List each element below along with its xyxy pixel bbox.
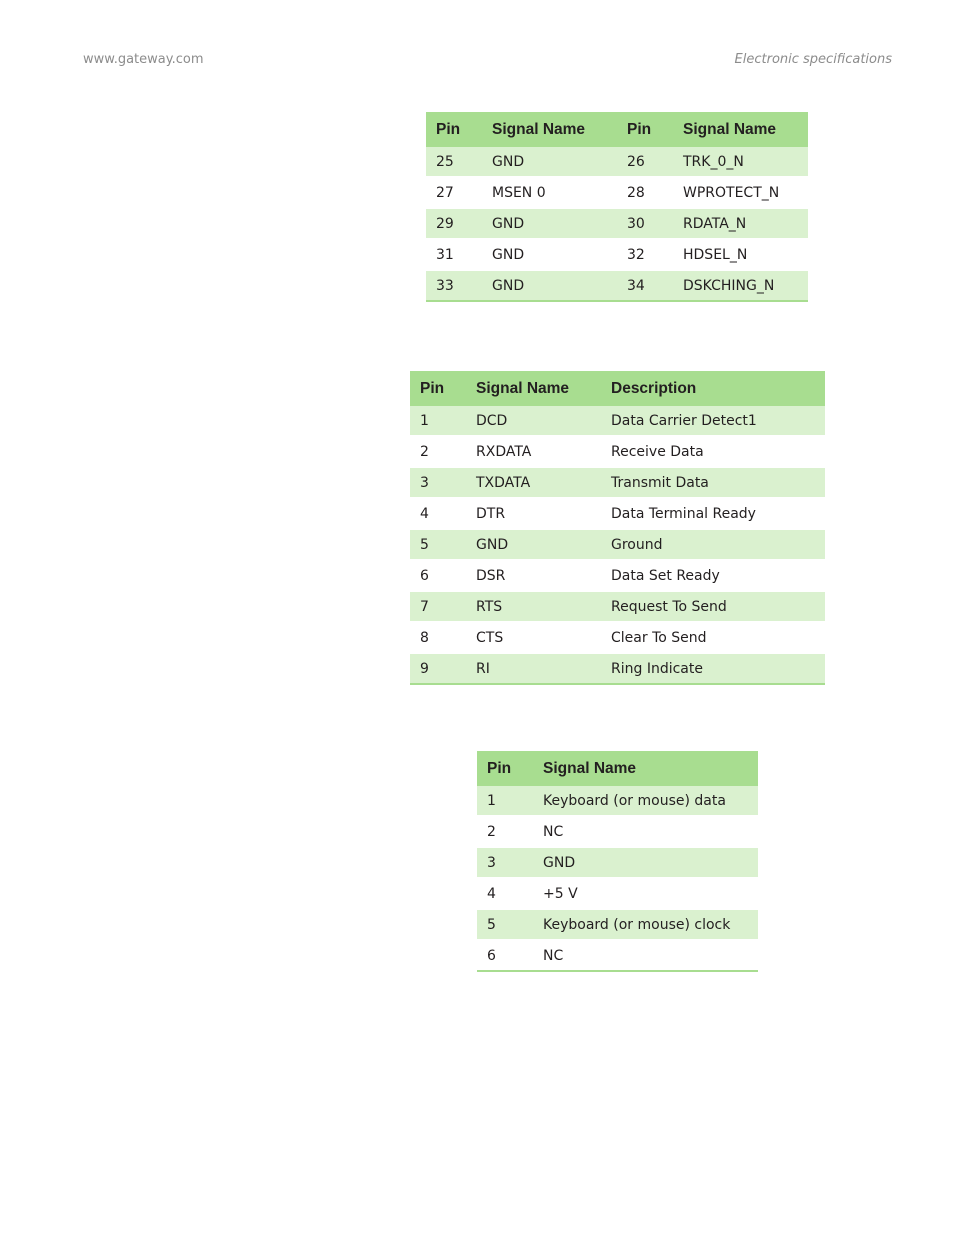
column-header-description: Description xyxy=(601,371,825,406)
table-row xyxy=(410,498,825,529)
description-cell: Receive Data xyxy=(601,436,825,467)
pin-cell: 1 xyxy=(410,406,466,436)
pin-cell: 5 xyxy=(410,529,466,560)
table-row xyxy=(477,940,758,971)
table-row xyxy=(477,816,758,847)
signal-cell: CTS xyxy=(466,622,601,653)
pin-cell: 3 xyxy=(410,467,466,498)
column-header-signal-name: Signal Name xyxy=(673,112,808,147)
table-header-row xyxy=(410,371,825,406)
description-cell: Data Terminal Ready xyxy=(601,498,825,529)
description-cell: Ground xyxy=(601,529,825,560)
signal-cell: GND xyxy=(482,270,617,301)
column-header-pin: Pin xyxy=(410,371,466,406)
column-header-signal-name: Signal Name xyxy=(482,112,617,147)
table-row xyxy=(410,591,825,622)
pin-cell: 2 xyxy=(477,816,533,847)
pin-cell: 34 xyxy=(617,270,673,301)
signal-cell: GND xyxy=(482,208,617,239)
pin-cell: 33 xyxy=(426,270,482,301)
signal-cell: DTR xyxy=(466,498,601,529)
pin-cell: 26 xyxy=(617,147,673,177)
pin-cell: 8 xyxy=(410,622,466,653)
pin-cell: 9 xyxy=(410,653,466,684)
signal-cell: GND xyxy=(482,239,617,270)
table-row xyxy=(426,147,808,177)
pin-cell: 2 xyxy=(410,436,466,467)
signal-cell: GND xyxy=(533,847,758,878)
description-cell: Clear To Send xyxy=(601,622,825,653)
pin-cell: 30 xyxy=(617,208,673,239)
signal-cell: RTS xyxy=(466,591,601,622)
signal-cell: DSKCHING_N xyxy=(673,270,808,301)
signal-cell: DSR xyxy=(466,560,601,591)
description-cell: Ring Indicate xyxy=(601,653,825,684)
column-header-pin: Pin xyxy=(426,112,482,147)
column-header-pin: Pin xyxy=(477,751,533,786)
table-row xyxy=(410,406,825,436)
signal-cell: HDSEL_N xyxy=(673,239,808,270)
table-row xyxy=(410,560,825,591)
table-row xyxy=(410,622,825,653)
table-row xyxy=(477,878,758,909)
pin-cell: 7 xyxy=(410,591,466,622)
table-row xyxy=(426,270,808,301)
table-row xyxy=(426,208,808,239)
table-row xyxy=(426,177,808,208)
description-cell: Transmit Data xyxy=(601,467,825,498)
column-header-signal-name: Signal Name xyxy=(466,371,601,406)
description-cell: Data Set Ready xyxy=(601,560,825,591)
signal-cell: TRK_0_N xyxy=(673,147,808,177)
table-row xyxy=(477,786,758,816)
description-cell: Data Carrier Detect1 xyxy=(601,406,825,436)
description-cell: Request To Send xyxy=(601,591,825,622)
signal-cell: Keyboard (or mouse) data xyxy=(533,786,758,816)
table-row xyxy=(477,847,758,878)
pin-cell: 4 xyxy=(477,878,533,909)
signal-cell: WPROTECT_N xyxy=(673,177,808,208)
pin-cell: 27 xyxy=(426,177,482,208)
site-url: www.gateway.com xyxy=(83,52,204,67)
serial-port-table xyxy=(410,371,825,685)
pin-cell: 25 xyxy=(426,147,482,177)
table-row xyxy=(477,909,758,940)
signal-cell: GND xyxy=(482,147,617,177)
table-row xyxy=(410,467,825,498)
column-header-pin: Pin xyxy=(617,112,673,147)
pin-cell: 28 xyxy=(617,177,673,208)
signal-cell: MSEN 0 xyxy=(482,177,617,208)
signal-cell: RXDATA xyxy=(466,436,601,467)
pin-cell: 32 xyxy=(617,239,673,270)
pin-cell: 1 xyxy=(477,786,533,816)
section-title: Electronic specifications xyxy=(734,52,892,67)
signal-cell: NC xyxy=(533,940,758,971)
signal-cell: DCD xyxy=(466,406,601,436)
signal-cell: GND xyxy=(466,529,601,560)
pin-cell: 6 xyxy=(477,940,533,971)
pin-cell: 29 xyxy=(426,208,482,239)
table-header-row xyxy=(426,112,808,147)
signal-cell: RDATA_N xyxy=(673,208,808,239)
signal-cell: Keyboard (or mouse) clock xyxy=(533,909,758,940)
table-header-row xyxy=(477,751,758,786)
signal-cell: NC xyxy=(533,816,758,847)
signal-cell: +5 V xyxy=(533,878,758,909)
floppy-connector-table xyxy=(426,112,808,302)
table-row xyxy=(410,436,825,467)
column-header-signal-name: Signal Name xyxy=(533,751,758,786)
signal-cell: TXDATA xyxy=(466,467,601,498)
ps2-connector-table xyxy=(477,751,758,972)
pin-cell: 6 xyxy=(410,560,466,591)
pin-cell: 5 xyxy=(477,909,533,940)
table-row xyxy=(426,239,808,270)
pin-cell: 3 xyxy=(477,847,533,878)
pin-cell: 31 xyxy=(426,239,482,270)
table-row xyxy=(410,529,825,560)
signal-cell: RI xyxy=(466,653,601,684)
table-row xyxy=(410,653,825,684)
pin-cell: 4 xyxy=(410,498,466,529)
